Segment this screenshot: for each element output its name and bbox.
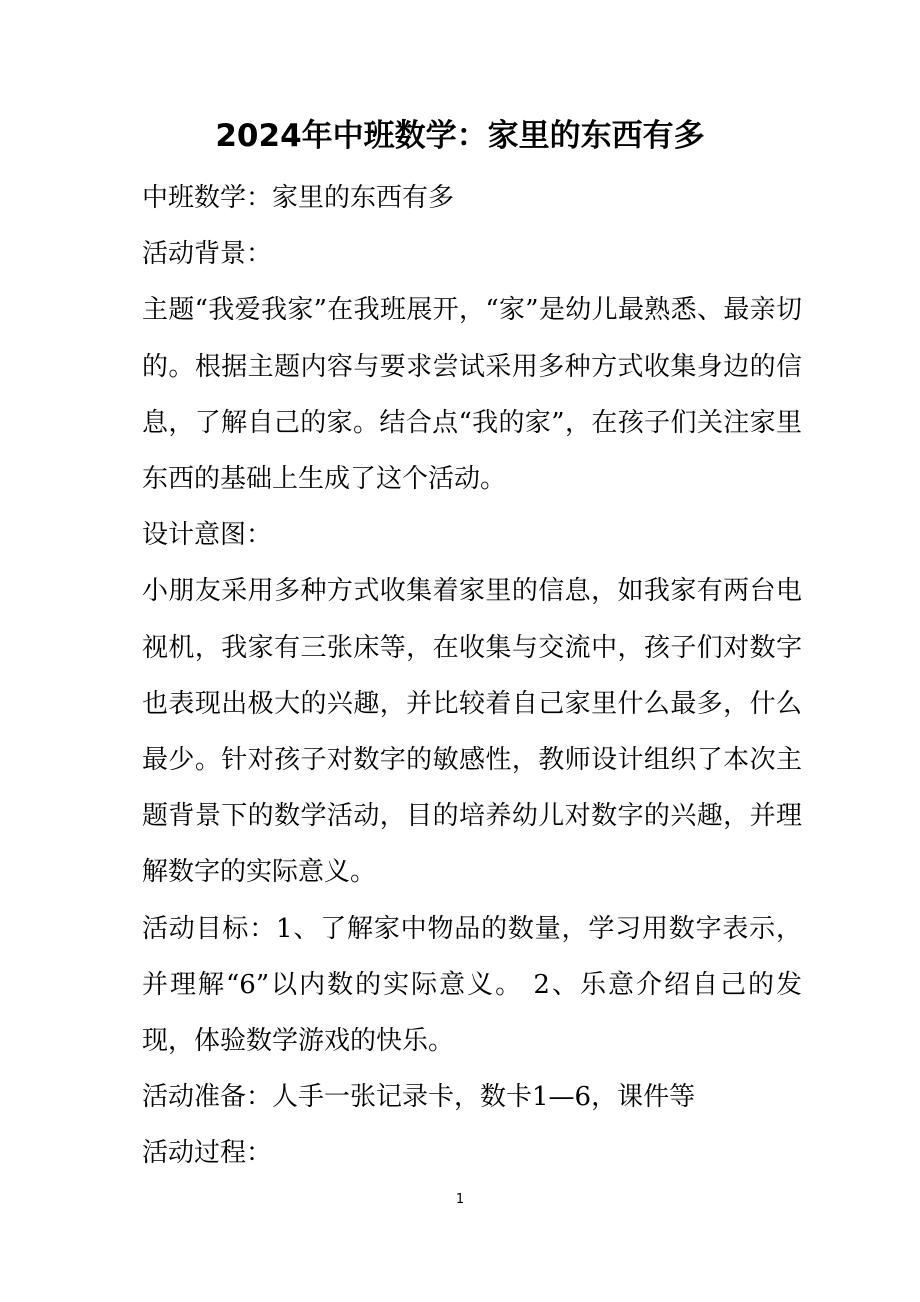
paragraph-design-heading: 设计意图： (142, 520, 273, 551)
paragraph-background-heading: 活动背景： (142, 239, 273, 270)
paragraph-goals: 活动目标：1、了解家中物品的数量，学习用数字表示，并理解“6”以内数的实际意义。 2、乐意介绍自己的发现，体验数学游戏的快乐。 (142, 913, 802, 1057)
paragraph-subtitle: 中班数学：家里的东西有多 (142, 183, 455, 213)
page-number: 1 (455, 1192, 465, 1207)
paragraph-design: 小朋友采用多种方式收集着家里的信息，如我家有两台电视机，我家有三张床等，在收集与交流中，孩子们对数字也表现出极大的兴趣，并比较着自己家里什么最多，什么最少。针对孩子对数字的敏感性，教师设计组织了本次主题背景下的数学活动，目的培养幼儿对数字的兴趣，并理解数字的实际意义。 (142, 576, 802, 888)
paragraph-preparation: 活动准备：人手一张记录卡，数卡1—6，课件等 (142, 1082, 696, 1113)
paragraph-background: 主题“我爱我家”在我班展开，“家”是幼儿最熟悉、最亲切的。根据主题内容与要求尝试采用多种方式收集身边的信息，了解自己的家。结合点“我的家”，在孩子们关注家里东西的基础上生成了这个活动。 (142, 295, 802, 495)
paragraph-process-heading: 活动过程： (142, 1138, 273, 1169)
document-title: 2024年中班数学：家里的东西有多 (215, 118, 705, 154)
document-body (142, 170, 802, 1182)
